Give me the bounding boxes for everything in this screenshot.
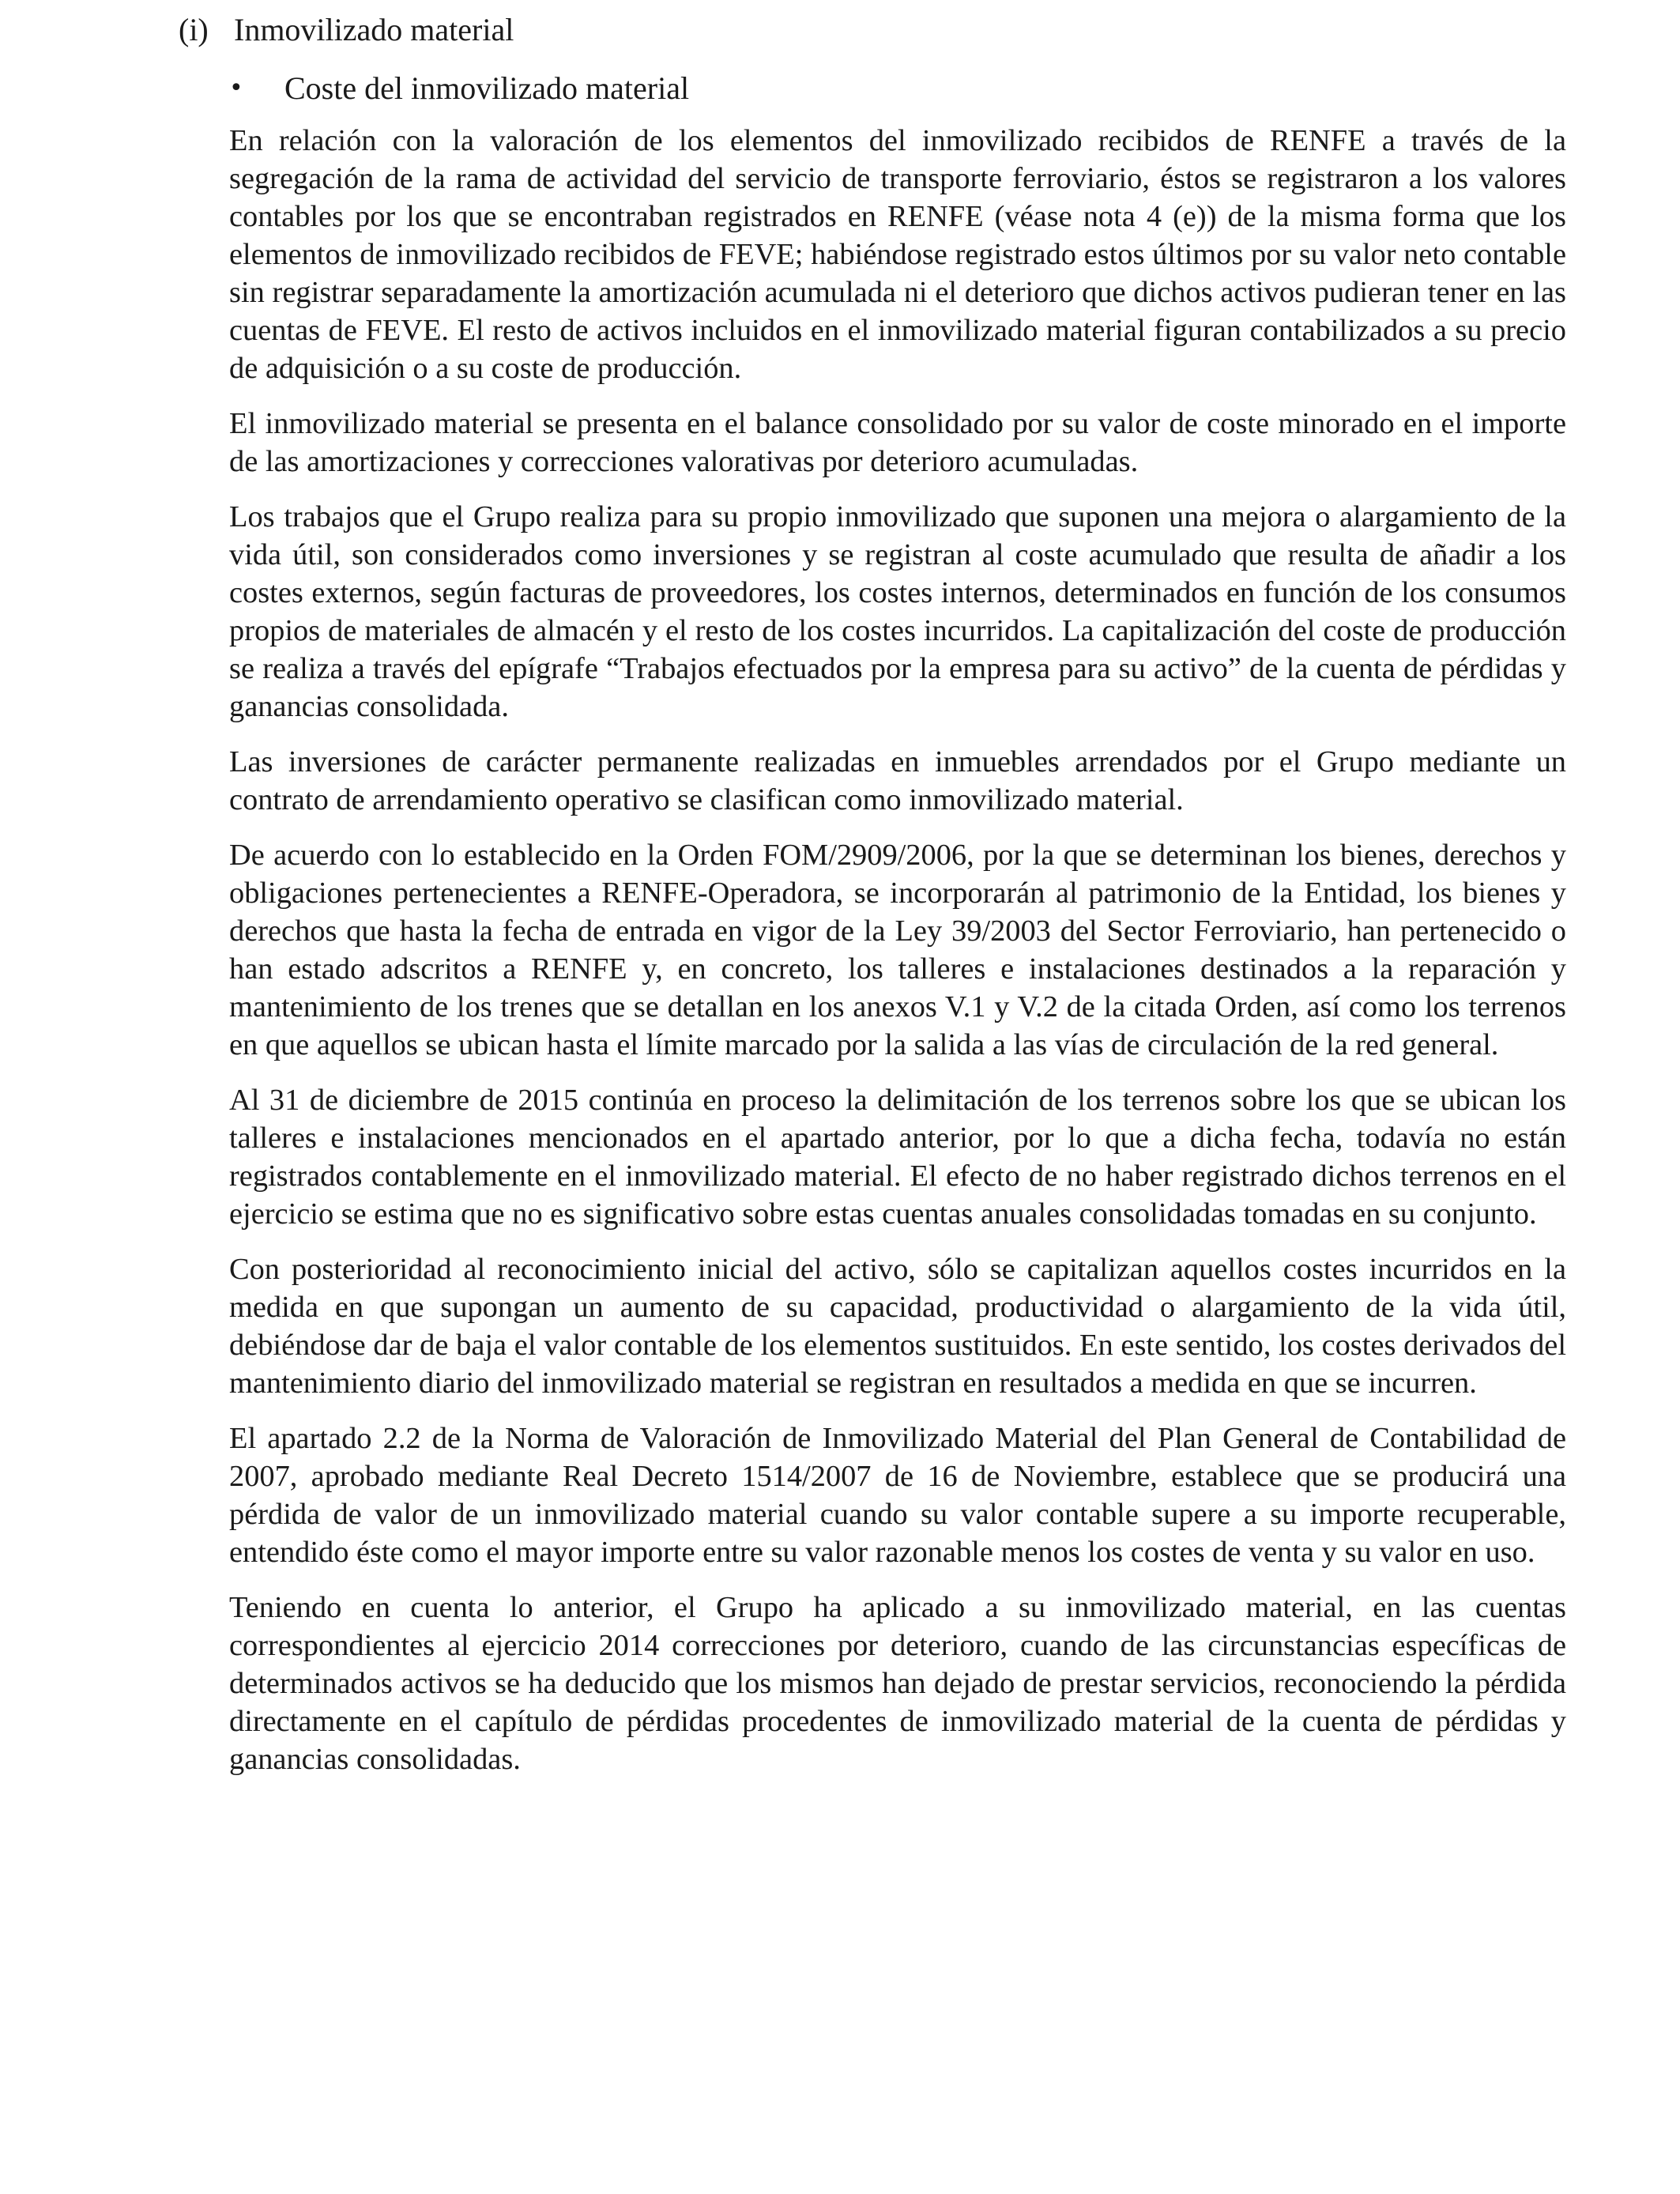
paragraph-norma-valoracion: El apartado 2.2 de la Norma de Valoración de Inmovilizado Material del Plan General de Contabilidad de 2007, aprobado mediante Real Decreto 1514/2007 de 16 de Noviembre, establece que se producirá una pérdida de valor de un inmovilizado material cuando su valor contable supere a su importe recuperable, entendido éste como el mayor importe entre su valor razonable menos los costes de venta y su valor en uso. (229, 1422, 1566, 1569)
paragraph-valoracion-renfe: En relación con la valoración de los elementos del inmovilizado recibidos de RENFE a través de la segregación de la rama de actividad del servicio de transporte ferroviario, éstos se registraron a los valores contables por los que se encontraban registrados en RENFE (véase nota 4 (e)) de la misma forma que los elementos de inmovilizado recibidos de FEVE; habiéndose registrado estos últimos por su valor neto contable sin registrar separadamente la amortización acumulada ni el deterioro que dichos activos pudieran tener en las cuentas de FEVE. El resto de activos incluidos en el inmovilizado material figuran contabilizados a su precio de adquisición o a su coste de producción. (229, 124, 1566, 385)
subsection-title: Coste del inmovilizado material (284, 70, 690, 106)
subsection-heading (229, 65, 689, 112)
paragraph-deterioro: Teniendo en cuenta lo anterior, el Grupo ha aplicado a su inmovilizado material, en las cuentas correspondientes al ejercicio 2014 correcciones por deterioro, cuando de las circunstancias específicas de determinados activos se ha deducido que los mismos han dejado de prestar servicios, reconociendo la pérdida directamente en el capítulo de pérdidas procedentes de inmovilizado material de la cuenta de pérdidas y ganancias consolidadas. (229, 1591, 1566, 1776)
body-text (229, 122, 1566, 1796)
section-title: Inmovilizado material (234, 12, 514, 47)
paragraph-trabajos: Los trabajos que el Grupo realiza para su propio inmovilizado que suponen una mejora o alargamiento de la vida útil, son considerados como inversiones y se registran al coste acumulado que resulta de añadir a los costes externos, según facturas de proveedores, los costes internos, determinados en función de los consumos propios de materiales de almacén y el resto de los costes incurridos. La capitalización del coste de producción se realiza a través del epígrafe “Trabajos efectuados por la empresa para su activo” de la cuenta de pérdidas y ganancias consolidada. (229, 500, 1566, 723)
paragraph-posterioridad: Con posterioridad al reconocimiento inicial del activo, sólo se capitalizan aquellos costes incurridos en la medida en que supongan un aumento de su capacidad, productividad o alargamiento de la vida útil, debiéndose dar de baja el valor contable de los elementos sustituidos. En este sentido, los costes derivados del mantenimiento diario del inmovilizado material se registran en resultados a medida en que se incurren. (229, 1253, 1566, 1400)
section-heading (179, 6, 514, 54)
section-number: (i) (179, 12, 209, 47)
paragraph-orden-fom: De acuerdo con lo establecido en la Orden FOM/2909/2006, por la que se determinan los bienes, derechos y obligaciones pertenecientes a RENFE-Operadora, se incorporarán al patrimonio de la Entidad, los bienes y derechos que hasta la fecha de entrada en vigor de la Ley 39/2003 del Sector Ferroviario, han pertenecido o han estado adscritos a RENFE y, en concreto, los talleres e instalaciones destinados a la reparación y mantenimiento de los trenes que se detallan en los anexos V.1 y V.2 de la citada Orden, así como los terrenos en que aquellos se ubican hasta el límite marcado por la salida a las vías de circulación de la red general. (229, 839, 1566, 1061)
bullet-icon: • (229, 74, 243, 102)
paragraph-delimitacion: Al 31 de diciembre de 2015 continúa en proceso la delimitación de los terrenos sobre los que se ubican los talleres e instalaciones mencionados en el apartado anterior, por lo que a dicha fecha, todavía no están registrados contablemente en el inmovilizado material. El efecto de no haber registrado dichos terrenos en el ejercicio se estima que no es significativo sobre estas cuentas anuales consolidadas tomadas en su conjunto. (229, 1084, 1566, 1231)
paragraph-inversiones: Las inversiones de carácter permanente realizadas en inmuebles arrendados por el Grupo mediante un contrato de arrendamiento operativo se clasifican como inmovilizado material. (229, 745, 1566, 816)
paragraph-balance: El inmovilizado material se presenta en el balance consolidado por su valor de coste minorado en el importe de las amortizaciones y correcciones valorativas por deterioro acumuladas. (229, 407, 1566, 478)
